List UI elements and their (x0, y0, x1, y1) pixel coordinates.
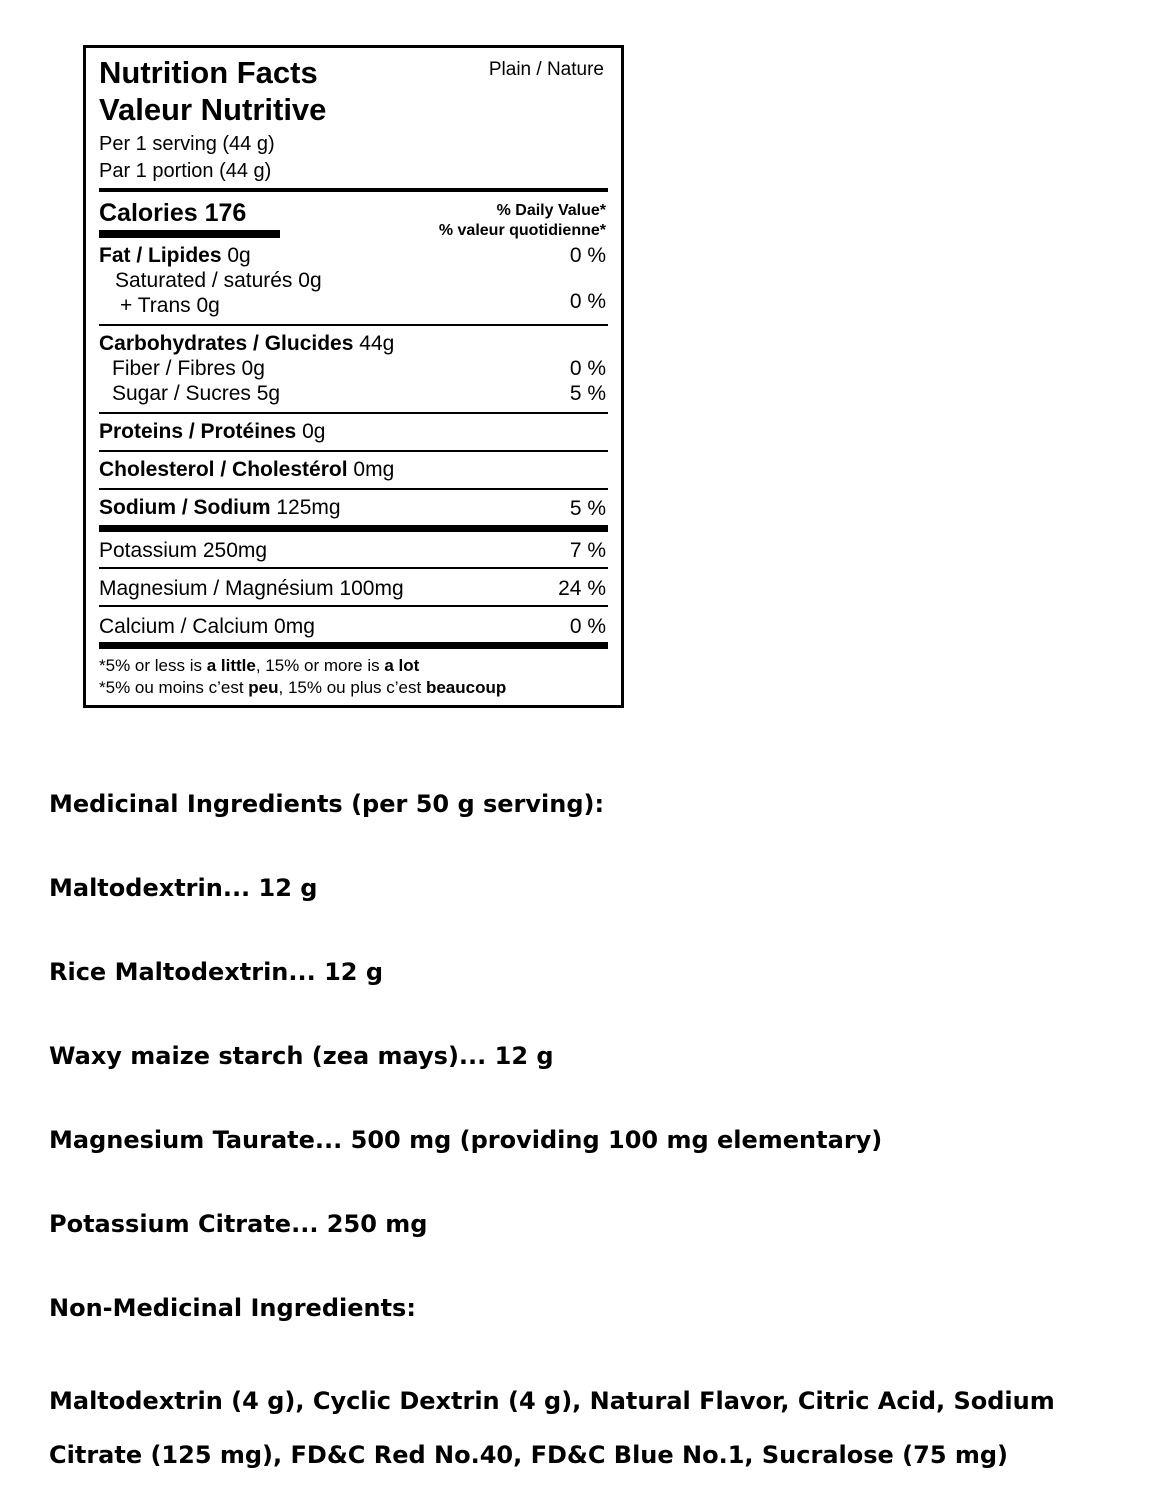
nutrition-facts-panel (83, 45, 624, 708)
calories-label: Calories 176 (99, 199, 247, 227)
medicinal-ingredient-item: Potassium Citrate... 250 mg (49, 1210, 428, 1238)
sugar-name: Sugar / Sucres (112, 382, 251, 405)
divider (99, 567, 608, 569)
divider-thick (99, 188, 608, 192)
sugar-amount: 5g (256, 382, 281, 405)
magnesium-label: Magnesium / Magnésium 100mg (99, 577, 404, 600)
fat-name: Fat / Lipides (99, 244, 222, 267)
divider (99, 450, 608, 452)
divider (99, 412, 608, 414)
sodium-row (99, 496, 341, 520)
footnote-fr (99, 677, 506, 699)
fiber-row (112, 357, 265, 381)
non-medicinal-ingredients-list: Maltodextrin (4 g), Cyclic Dextrin (4 g), Natural Flavor, Citric Acid, Sodium Citrate (125 mg), FD&C Red No.40, FD&C Blue No.1, Sucralose (75 mg) (49, 1387, 1055, 1469)
carbs-name: Carbohydrates / Glucides (99, 332, 354, 355)
trans-row (120, 294, 220, 318)
divider (99, 324, 608, 326)
potassium-label: Potassium 250mg (99, 539, 268, 562)
medicinal-ingredient-item: Maltodextrin... 12 g (49, 874, 318, 902)
footnote-fr-emphasis: peu (248, 678, 279, 697)
footnote-en (99, 655, 419, 677)
cholesterol-name: Cholesterol / Cholestérol (99, 458, 348, 481)
potassium-percent: 7 % (569, 539, 606, 562)
carbs-amount: 44g (359, 332, 395, 355)
footnote-en-part: *5% or less is (99, 656, 207, 675)
medicinal-ingredient-item: Rice Maltodextrin... 12 g (49, 958, 384, 986)
saturated-name: Saturated / saturés (115, 269, 293, 292)
non-medicinal-ingredients-heading: Non-Medicinal Ingredients: (49, 1294, 416, 1322)
daily-value-header-fr: % valeur quotidienne* (438, 222, 606, 239)
cholesterol-amount: 0mg (353, 458, 395, 481)
divider (99, 605, 608, 607)
sodium-amount: 125mg (276, 496, 341, 519)
saturated-amount: 0g (298, 269, 322, 292)
saturated-row (115, 269, 322, 293)
footnote-en-part: , 15% or more is (255, 656, 385, 675)
protein-name: Proteins / Protéines (99, 420, 297, 443)
daily-value-header-en: % Daily Value* (496, 202, 606, 219)
sodium-percent: 5 % (569, 497, 606, 520)
trans-amount: 0g (196, 294, 220, 317)
fat-percent: 0 % (569, 244, 606, 267)
trans-percent: 0 % (569, 290, 606, 313)
fat-row (99, 244, 251, 268)
footnote-fr-part: *5% ou moins c’est (99, 678, 249, 697)
serving-size-en: Per 1 serving (44 g) (99, 133, 275, 155)
divider (99, 488, 608, 490)
sugar-percent: 5 % (569, 382, 606, 405)
nutrition-title-fr: Valeur Nutritive (99, 92, 327, 127)
calcium-label: Calcium / Calcium 0mg (99, 615, 315, 638)
medicinal-ingredient-item: Magnesium Taurate... 500 mg (providing 100 mg elementary) (49, 1126, 883, 1154)
fiber-amount: 0g (241, 357, 265, 380)
protein-amount: 0g (302, 420, 326, 443)
magnesium-percent: 24 % (558, 577, 606, 600)
sugar-row (112, 382, 280, 406)
divider-thick (99, 642, 608, 649)
fiber-name: Fiber / Fibres (112, 357, 236, 380)
sodium-name: Sodium / Sodium (99, 496, 271, 519)
fat-amount: 0g (227, 244, 251, 267)
serving-size-fr: Par 1 portion (44 g) (99, 160, 272, 182)
medicinal-ingredient-item: Waxy maize starch (zea mays)... 12 g (49, 1042, 554, 1070)
trans-name: + Trans (120, 294, 191, 317)
footnote-en-emphasis: a lot (384, 656, 420, 675)
calories-underline (99, 230, 280, 238)
footnote-fr-emphasis: beaucoup (425, 678, 507, 697)
medicinal-ingredients-heading: Medicinal Ingredients (per 50 g serving): (49, 790, 605, 818)
footnote-fr-part: , 15% ou plus c’est (278, 678, 426, 697)
cholesterol-row (99, 458, 394, 482)
divider-thick (99, 525, 608, 532)
nutrition-title-en: Nutrition Facts (99, 55, 318, 90)
calcium-percent: 0 % (569, 615, 606, 638)
protein-row (99, 420, 325, 444)
carbs-row (99, 332, 394, 356)
fiber-percent: 0 % (569, 357, 606, 380)
footnote-en-emphasis: a little (206, 656, 256, 675)
flavor-label: Plain / Nature (488, 59, 604, 80)
